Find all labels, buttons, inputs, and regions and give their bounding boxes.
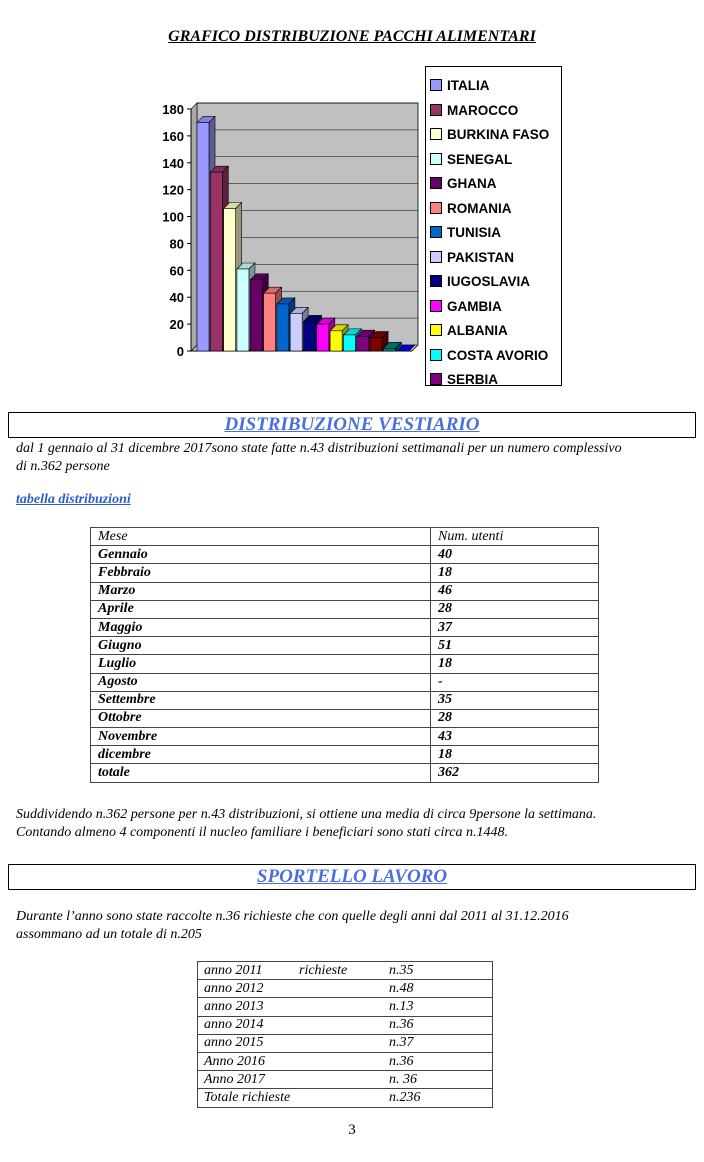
- year-label: anno 2014: [204, 1017, 264, 1033]
- month-cell: Ottobre: [91, 709, 431, 727]
- month-cell: dicembre: [91, 746, 431, 764]
- legend-swatch: [430, 202, 442, 214]
- vestiario-intro-line2: di n.362 persone: [16, 459, 110, 474]
- legend-swatch: [430, 275, 442, 287]
- y-tick-label: 80: [169, 236, 184, 252]
- month-cell: Mese: [91, 528, 431, 546]
- month-cell: Luglio: [91, 655, 431, 673]
- bar-burkina-faso: [224, 208, 236, 351]
- requests-value: n. 36: [389, 1071, 417, 1087]
- requests-value: n.13: [389, 998, 414, 1014]
- legend-item: [430, 224, 501, 242]
- legend-item: [430, 151, 512, 169]
- legend-item: [430, 102, 518, 120]
- legend-item: [430, 77, 490, 95]
- bar-romania: [264, 293, 276, 351]
- users-cell: 51: [431, 637, 599, 655]
- table-row: [198, 1016, 493, 1034]
- y-tick-label: 160: [162, 128, 184, 144]
- users-cell: 35: [431, 691, 599, 709]
- legend-swatch: [430, 373, 442, 385]
- users-cell: 46: [431, 582, 599, 600]
- y-tick-label: 20: [169, 317, 184, 333]
- users-cell: 18: [431, 655, 599, 673]
- request-row-cell: [198, 998, 493, 1016]
- bar-senegal: [237, 269, 249, 351]
- legend-swatch: [430, 300, 442, 312]
- distribution-table: [90, 527, 599, 783]
- month-cell: totale: [91, 764, 431, 782]
- table-row: [91, 582, 599, 600]
- requests-label: richieste: [299, 962, 348, 978]
- legend-swatch: [430, 104, 442, 116]
- table-row: [198, 1089, 493, 1107]
- legend-item: [430, 200, 512, 218]
- table-row: [91, 564, 599, 582]
- requests-value: n.48: [389, 980, 414, 996]
- request-row-cell: [198, 1034, 493, 1052]
- legend-item: [430, 273, 530, 291]
- legend-item: [430, 322, 508, 340]
- tabella-distribuzioni-link[interactable]: tabella distribuzioni: [16, 492, 131, 507]
- legend-label: ROMANIA: [447, 200, 512, 216]
- month-cell: Giugno: [91, 637, 431, 655]
- bar-gambia: [317, 324, 329, 351]
- year-label: Anno 2017: [204, 1071, 266, 1087]
- y-tick-label: 100: [162, 209, 184, 225]
- y-tick-label: 180: [162, 102, 184, 117]
- bar-marocco: [210, 172, 222, 351]
- table-row: [198, 980, 493, 998]
- bar-pakistan: [290, 313, 302, 351]
- bar-tunisia: [277, 304, 289, 351]
- y-tick-label: 0: [176, 344, 184, 359]
- legend-label: SERBIA: [447, 372, 499, 386]
- table-row: [91, 600, 599, 618]
- vestiario-intro-line1: dal 1 gennaio al 31 dicembre 2017sono state fatte n.43 distribuzioni settimanali per un numero complessivo: [16, 441, 622, 456]
- legend-item: [430, 249, 514, 267]
- legend-swatch: [430, 153, 442, 165]
- legend-label: IUGOSLAVIA: [447, 274, 531, 289]
- legend-swatch: [430, 226, 442, 238]
- bar-serbia: [357, 336, 369, 351]
- table-row: [198, 1034, 493, 1052]
- users-cell: 40: [431, 546, 599, 564]
- users-cell: 37: [431, 618, 599, 636]
- sportello-intro: [16, 908, 696, 944]
- users-cell: 43: [431, 728, 599, 746]
- table-row: [91, 546, 599, 564]
- vestiario-summary: [16, 806, 696, 842]
- month-cell: Gennaio: [91, 546, 431, 564]
- page-number: 3: [348, 1122, 356, 1138]
- table-row: [198, 998, 493, 1016]
- requests-value: n.36: [389, 1053, 414, 1069]
- bar-albania: [330, 331, 342, 351]
- legend-label: GHANA: [447, 176, 497, 191]
- request-row-cell: [198, 1089, 493, 1107]
- vestiario-summary-line2: Contando almeno 4 componenti il nucleo familiare i beneficiari sono stati circa n.1448.: [16, 825, 509, 840]
- chart-plot: [150, 66, 425, 396]
- month-cell: Marzo: [91, 582, 431, 600]
- legend-item: [430, 175, 497, 193]
- request-row-cell: [198, 1052, 493, 1070]
- users-cell: Num. utenti: [431, 528, 599, 546]
- legend-label: PAKISTAN: [447, 249, 514, 265]
- chart-legend: [425, 66, 562, 386]
- legend-swatch: [430, 79, 442, 91]
- table-row: [91, 618, 599, 636]
- month-cell: Febbraio: [91, 564, 431, 582]
- legend-label: TUNISIA: [447, 225, 501, 240]
- users-cell: 28: [431, 600, 599, 618]
- legend-item: [430, 126, 549, 144]
- bar-series-14: [370, 338, 382, 351]
- users-cell: 18: [431, 746, 599, 764]
- legend-swatch: [430, 349, 442, 361]
- y-tick-label: 60: [169, 263, 184, 279]
- requests-table: [197, 961, 493, 1108]
- legend-label: SENEGAL: [447, 151, 513, 167]
- table-row: [91, 764, 599, 782]
- table-row: [198, 1071, 493, 1089]
- request-row-cell: [198, 980, 493, 998]
- table-row: [91, 709, 599, 727]
- legend-swatch: [430, 251, 442, 263]
- year-label: anno 2011: [204, 962, 263, 978]
- legend-label: ALBANIA: [447, 323, 508, 338]
- year-label: anno 2013: [204, 998, 264, 1014]
- sportello-intro-line2: assommano ad un totale di n.205: [16, 927, 202, 942]
- y-tick-label: 140: [162, 155, 184, 171]
- legend-label: MAROCCO: [447, 102, 519, 118]
- month-cell: Maggio: [91, 618, 431, 636]
- month-cell: Novembre: [91, 728, 431, 746]
- table-row: [91, 673, 599, 691]
- legend-swatch: [430, 128, 442, 140]
- legend-item: [430, 371, 498, 386]
- month-cell: Aprile: [91, 600, 431, 618]
- bar-ghana: [250, 280, 262, 351]
- requests-value: n.35: [389, 962, 414, 978]
- plot-side-wall: [191, 103, 197, 351]
- page-title: GRAFICO DISTRIBUZIONE PACCHI ALIMENTARI: [168, 28, 536, 45]
- y-tick-label: 40: [169, 290, 184, 306]
- section-title-sportello: SPORTELLO LAVORO: [8, 864, 696, 890]
- request-row-cell: [198, 962, 493, 980]
- table-header-row: [91, 528, 599, 546]
- users-cell: 362: [431, 764, 599, 782]
- requests-value: n.37: [389, 1035, 414, 1051]
- month-cell: Settembre: [91, 691, 431, 709]
- bar-costa-avorio: [343, 335, 355, 351]
- year-label: anno 2012: [204, 980, 264, 996]
- users-cell: -: [431, 673, 599, 691]
- vestiario-summary-line1: Suddividendo n.362 persone per n.43 distribuzioni, si ottiene una media di circa 9persone la settimana.: [16, 807, 597, 822]
- bar-chart: [150, 66, 560, 396]
- table-row: [91, 728, 599, 746]
- requests-value: n.36: [389, 1017, 414, 1033]
- sportello-intro-line1: Durante l’anno sono state raccolte n.36 richieste che con quelle degli anni dal 2011 al 31.12.2016: [16, 909, 569, 924]
- legend-label: COSTA AVORIO: [447, 347, 549, 363]
- legend-label: GAMBIA: [447, 298, 502, 314]
- request-row-cell: [198, 1071, 493, 1089]
- year-label: anno 2015: [204, 1035, 264, 1051]
- legend-label: ITALIA: [447, 78, 490, 93]
- requests-value: n.236: [389, 1089, 421, 1105]
- legend-swatch: [430, 177, 442, 189]
- table-row: [91, 746, 599, 764]
- legend-swatch: [430, 324, 442, 336]
- year-label: Totale richieste: [204, 1089, 291, 1105]
- vestiario-intro: [16, 440, 696, 476]
- bar-series-15: [383, 348, 395, 351]
- table-row: [91, 637, 599, 655]
- table-row: [198, 962, 493, 980]
- year-label: Anno 2016: [204, 1053, 266, 1069]
- y-tick-label: 120: [162, 182, 184, 198]
- month-cell: Agosto: [91, 673, 431, 691]
- section-title-vestiario: DISTRIBUZIONE VESTIARIO: [8, 412, 696, 438]
- legend-item: [430, 298, 502, 316]
- users-cell: 28: [431, 709, 599, 727]
- legend-item: [430, 347, 548, 365]
- users-cell: 18: [431, 564, 599, 582]
- table-row: [91, 691, 599, 709]
- bar-iugoslavia: [304, 321, 316, 351]
- legend-label: BURKINA FASO: [447, 127, 550, 142]
- bar-italia: [197, 122, 209, 351]
- request-row-cell: [198, 1016, 493, 1034]
- table-row: [91, 655, 599, 673]
- table-row: [198, 1052, 493, 1070]
